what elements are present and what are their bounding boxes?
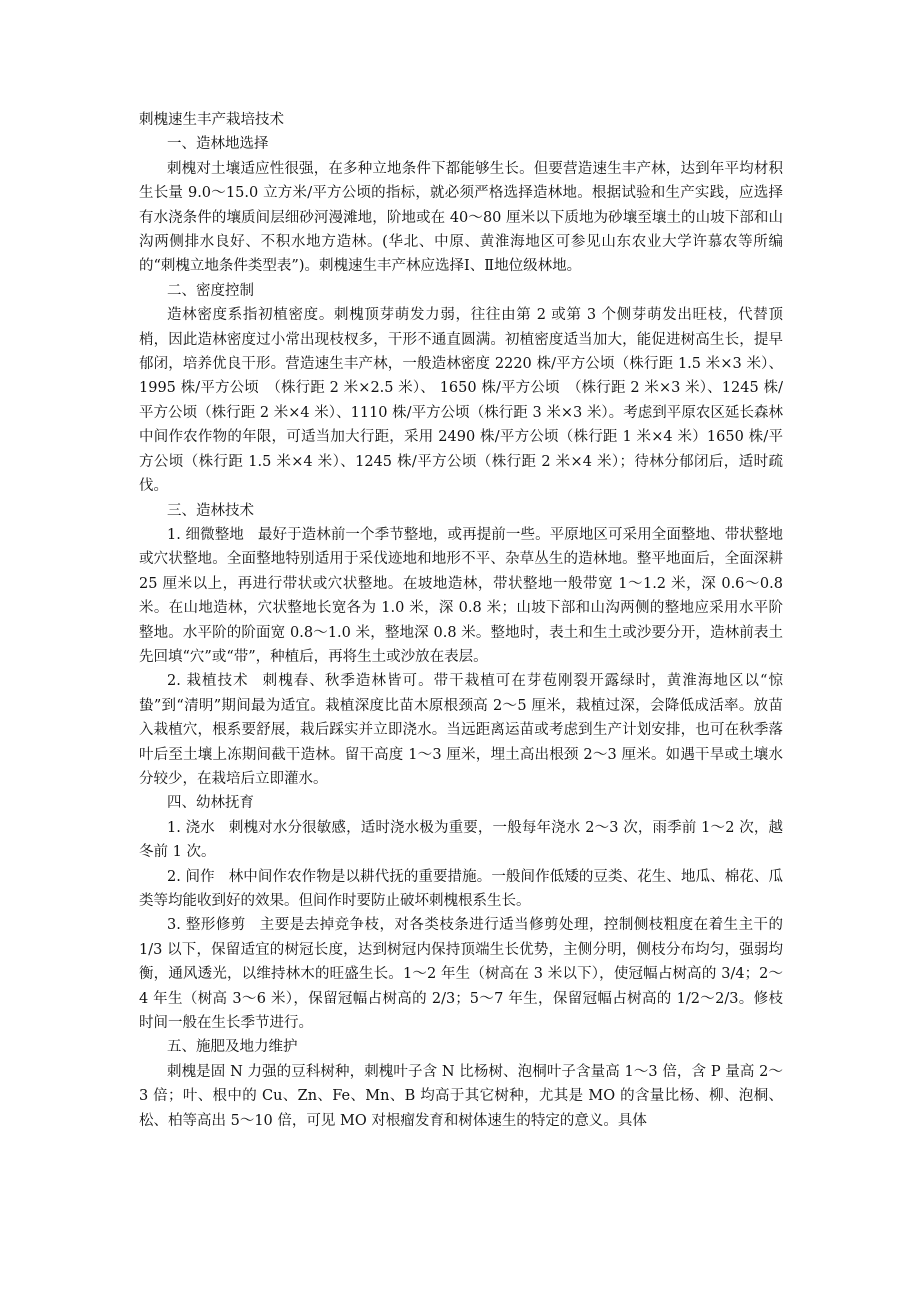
- list-item: [139, 913, 783, 1035]
- document-title: 刺槐速生丰产栽培技术: [139, 112, 284, 128]
- item-text: 刺槐对水分很敏感，适时浇水极为重要，一般每年浇水 2～3 次，雨季前 1～2 次，越冬前 1 次。: [139, 819, 783, 861]
- section-heading: 三、造林技术: [167, 502, 254, 519]
- item-label: 1. 浇水: [167, 819, 215, 836]
- section-heading: 一、造林地选择: [167, 136, 269, 153]
- item-label: 2. 间作: [167, 868, 215, 885]
- item-text: 最好于造林前一个季节整地，或再提前一些。平原地区可采用全面整地、带状整地或穴状整地。全面整地特别适用于采伐迹地和地形不平、杂草丛生的造林地。整平地面后，全面深耕 25 厘米以上，再进行带状或穴状整地。在坡地造林，带状整地一般带宽 1～1.2 米，深 0.6～0.8 米。在山地造林，穴状整地长宽各为 1.0 米，深 0.8 米；山坡下部和山沟两侧的整地应采用水平阶整地。水平阶的阶面宽 0.8～1.0 米，整地深 0.8 米。整地时，表土和生土或沙要分开，造林前表土先回填“穴”或“带”，种植后，再将生土或沙放在表层。: [139, 526, 783, 665]
- list-item: [139, 865, 783, 914]
- document-page: [139, 108, 783, 1133]
- paragraph: 刺槐是固 N 力强的豆科树种，刺槐叶子含 N 比杨树、泡桐叶子含量高 1～3 倍，含 P 量高 2～3 倍；叶、根中的 Cu、Zn、Fe、Mn、B 均高于其它树种，尤其是 MO 的含量比杨、柳、泡桐、松、柏等高出 5～10 倍，可见 MO 对根瘤发育和树体速生的特定的意义。具体: [139, 1063, 783, 1129]
- item-label: 3. 整形修剪: [167, 917, 246, 934]
- paragraph: 刺槐对土壤适应性很强，在多种立地条件下都能够生长。但要营造速生丰产林，达到年平均材积生长量 9.0～15.0 立方米/平方公顷的指标，就必须严格选择造林地。根据试验和生产实践，应选择有水浇条件的壤质间层细砂河漫滩地，阶地或在 40～80 厘米以下质地为砂壤至壤土的山坡下部和山沟两侧排水良好、不积水地方造林。(华北、中原、黄淮海地区可参见山东农业大学许慕农等所编的“刺槐立地条件类型表”)。刺槐速生丰产林应选择Ⅰ、Ⅱ地位级林地。: [139, 160, 783, 275]
- item-text: 刺槐春、秋季造林皆可。带干栽植可在芽苞刚裂开露绿时，黄淮海地区以“惊蛰”到“清明”期间最为适宜。栽植深度比苗木原根颈高 2～5 厘米，栽植过深，会降低成活率。放苗入栽植穴，根系要舒展，栽后踩实并立即浇水。当远距离运苗或考虑到生产计划安排，也可在秋季落叶后至土壤上冻期间截干造林。留干高度 1～3 厘米，埋土高出根颈 2～3 厘米。如遇干旱或土壤水分较少，在栽培后立即灌水。: [139, 673, 783, 787]
- list-item: [139, 669, 783, 791]
- list-item: [139, 523, 783, 669]
- item-text: 林中间作农作物是以耕代抚的重要措施。一般间作低矮的豆类、花生、地瓜、棉花、瓜类等均能收到好的效果。但间作时要防止破坏刺槐根系生长。: [139, 868, 783, 909]
- item-label: 2. 栽植技术: [167, 673, 249, 690]
- paragraph: 造林密度系指初植密度。刺槐顶芽萌发力弱，往往由第 2 或第 3 个侧芽萌发出旺枝，代替顶梢，因此造林密度过小常出现枝杈多，干形不通直圆满。初植密度适当加大，能促进树高生长，提早郁闭，培养优良干形。营造速生丰产林，一般造林密度 2220 株/平方公顷（株行距 1.5 米×3 米）、1995 株/平方公顷 （株行距 2 米×2.5 米）、 1650 株/平方公顷 （株行距 2 米×3 米）、1245 株/平方公顷（株行距 2 米×4 米）、1110 株/平方公顷（株行距 3 米×3 米）。考虑到平原农区延长森林中间作农作物的年限，可适当加大行距，采用 2490 株/平方公顷（株行距 1 米×4 米）1650 株/平方公顷（株行距 1.5 米×4 米）、1245 株/平方公顷（株行距 2 米×4 米）；待林分郁闭后，适时疏伐。: [139, 307, 783, 495]
- section-heading: 五、施肥及地力维护: [167, 1039, 298, 1056]
- list-item: [139, 816, 783, 865]
- section-heading: 二、密度控制: [167, 282, 254, 299]
- item-label: 1. 细微整地: [167, 526, 244, 543]
- section-heading: 四、幼林抚育: [167, 795, 254, 812]
- item-text: 主要是去掉竞争枝，对各类枝条进行适当修剪处理，控制侧枝粗度在着生主干的 1/3 以下，保留适宜的树冠长度，达到树冠内保持顶端生长优势，主侧分明，侧枝分布均匀，强弱均衡，通风透光，以维持林木的旺盛生长。1～2 年生（树高在 3 米以下），使冠幅占树高的 3/4；2～4 年生（树高 3～6 米），保留冠幅占树高的 2/3；5～7 年生，保留冠幅占树高的 1/2～2/3。修枝时间一般在生长季节进行。: [139, 917, 783, 1032]
